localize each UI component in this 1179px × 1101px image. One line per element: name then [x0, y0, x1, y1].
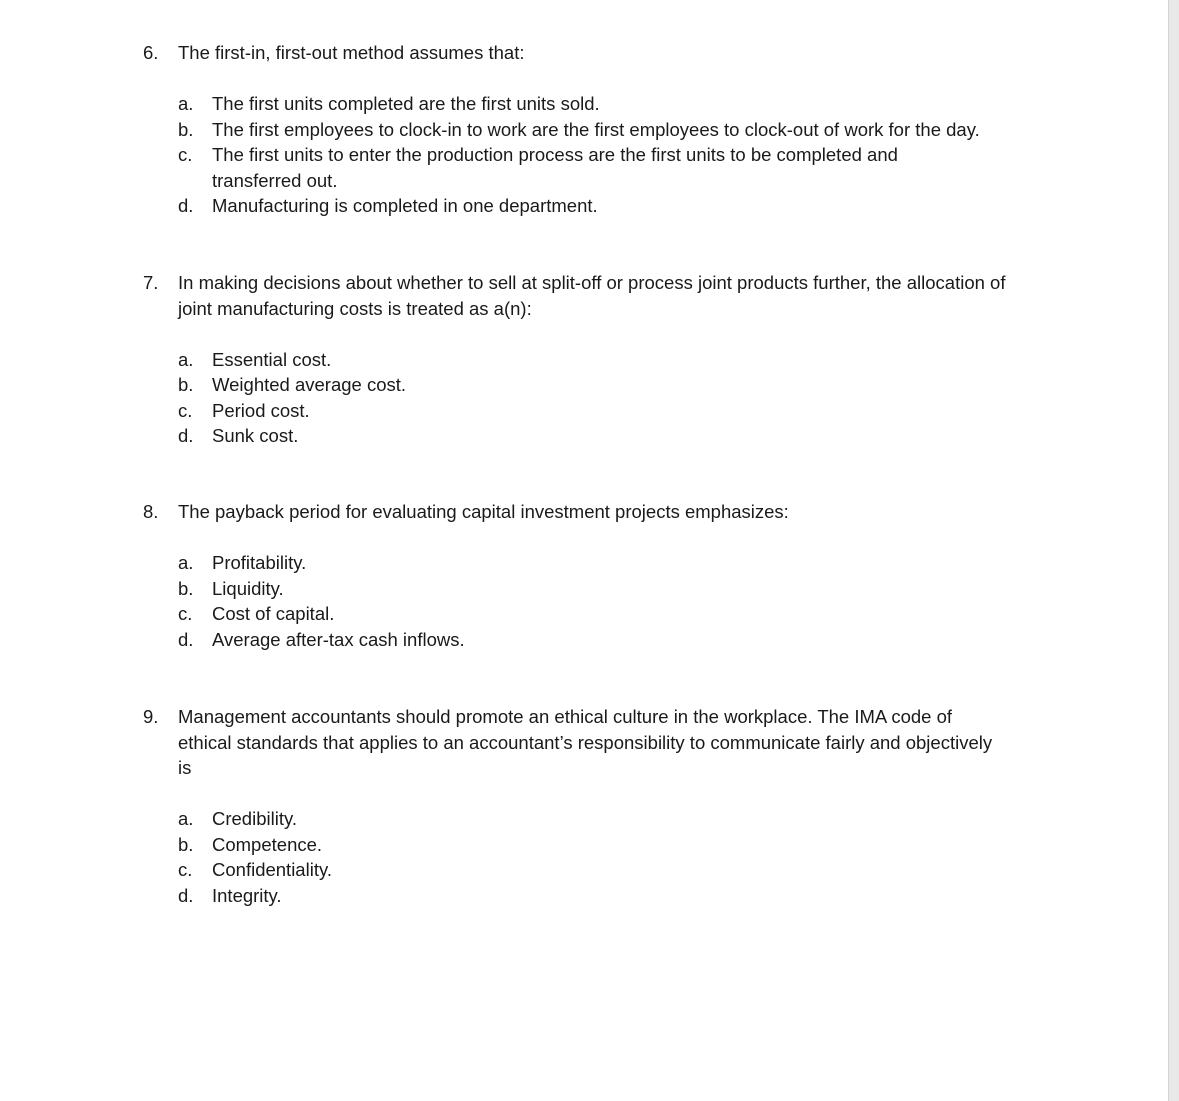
question-text: The first-in, first-out method assumes that:: [178, 42, 525, 63]
option-text: Competence.: [212, 833, 323, 855]
question-stem: [143, 499, 1043, 525]
option-text: Average after-tax cash inflows.: [212, 628, 465, 650]
option-d: [178, 627, 1043, 653]
option-text: The first units to enter the production process are the first units to be completed and transferred out.: [212, 144, 898, 191]
option-text: Essential cost.: [212, 348, 332, 370]
option-letter: b.: [178, 118, 194, 140]
option-letter: c.: [178, 144, 193, 165]
option-letter: d.: [178, 628, 194, 650]
option-a: [178, 806, 1043, 832]
option-letter: c.: [178, 603, 193, 624]
option-text: Period cost.: [212, 399, 310, 421]
option-b: [178, 832, 1043, 858]
question-stem: [143, 40, 1043, 66]
option-letter: d.: [178, 425, 194, 446]
option-letter: b.: [178, 833, 194, 855]
question-number: 9.: [143, 706, 159, 727]
question-number: 8.: [143, 501, 159, 522]
option-text: Liquidity.: [212, 577, 284, 599]
option-letter: b.: [178, 374, 194, 395]
question-number: 7.: [143, 272, 159, 293]
question-text: In making decisions about whether to sell at split-off or process joint products further, the allocation of joint manufacturing costs is treated as a(n):: [178, 272, 1006, 319]
option-text: Sunk cost.: [212, 425, 299, 446]
option-b: [178, 117, 1043, 143]
question-text: Management accountants should promote an ethical culture in the workplace. The IMA code of ethical standards that applies to an accountant’s responsibility to communicate fairly and objectively is: [178, 706, 993, 778]
option-a: [178, 550, 1043, 576]
option-text: Manufacturing is completed in one department.: [212, 195, 598, 216]
answer-options: [178, 806, 1043, 908]
question-text: The payback period for evaluating capital investment projects emphasizes:: [178, 501, 789, 522]
question-number: 6.: [143, 42, 159, 63]
option-text: Weighted average cost.: [212, 374, 407, 395]
option-text: Cost of capital.: [212, 603, 335, 624]
question-stem: [143, 704, 1043, 781]
option-c: [178, 601, 1043, 627]
option-text: Integrity.: [212, 884, 282, 906]
option-c: [178, 398, 1043, 424]
option-d: [178, 193, 1043, 219]
option-letter: a.: [178, 348, 194, 370]
answer-options: [178, 91, 1043, 219]
question-6: [143, 40, 1043, 219]
option-letter: a.: [178, 93, 194, 114]
option-text: Profitability.: [212, 552, 307, 573]
question-7: [143, 270, 1043, 449]
option-letter: b.: [178, 577, 194, 599]
question-stem: [143, 270, 1043, 321]
option-text: The first units completed are the first units sold.: [212, 93, 600, 114]
option-text: Credibility.: [212, 808, 297, 829]
option-letter: a.: [178, 552, 194, 573]
option-b: [178, 576, 1043, 602]
option-letter: c.: [178, 859, 193, 880]
option-a: [178, 347, 1043, 373]
option-b: [178, 372, 1043, 398]
question-9: [143, 704, 1043, 908]
option-d: [178, 423, 1043, 449]
answer-options: [178, 347, 1043, 449]
answer-options: [178, 550, 1043, 652]
option-text: Confidentiality.: [212, 859, 332, 880]
option-c: [178, 142, 1043, 193]
option-letter: d.: [178, 195, 194, 216]
option-text: The first employees to clock-in to work are the first employees to clock-out of work for the day.: [212, 118, 980, 140]
option-letter: c.: [178, 399, 193, 421]
option-c: [178, 857, 1043, 883]
option-d: [178, 883, 1043, 909]
question-8: [143, 499, 1043, 652]
option-letter: a.: [178, 808, 194, 829]
option-a: [178, 91, 1043, 117]
option-letter: d.: [178, 884, 194, 906]
